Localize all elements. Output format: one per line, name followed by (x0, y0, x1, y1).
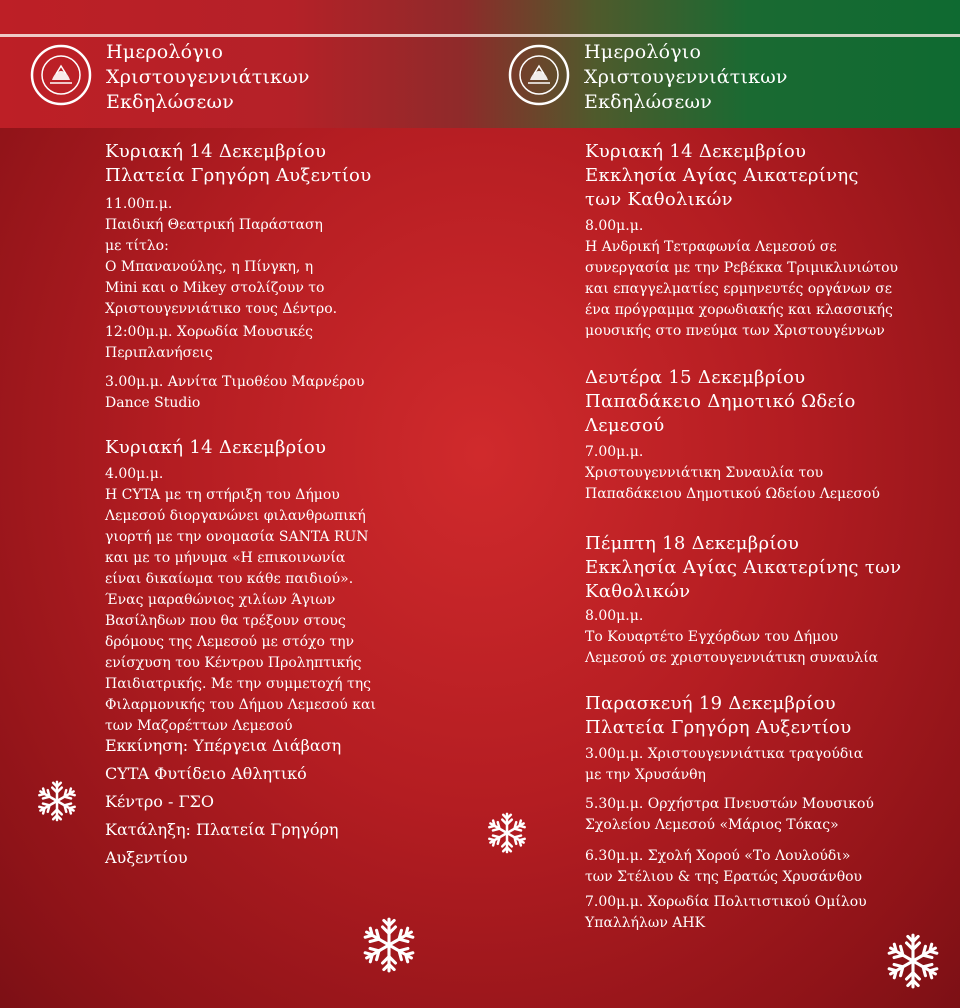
event-desc-line: και επαγγελματίες ερμηνευτές οργάνων σε (585, 281, 892, 297)
event-item (105, 372, 364, 414)
event-desc-line: Χριστουγεννιάτικο τους Δέντρο. (105, 301, 338, 317)
event-date: Κυριακή 14 Δεκεμβρίου (105, 437, 327, 458)
event-desc-line: δρόμους της Λεμεσού με στόχο την (105, 634, 355, 650)
header-title-line: Χριστουγεννιάτικων (106, 66, 310, 88)
event-date: Πέμπτη 18 Δεκεμβρίου (585, 533, 800, 554)
event-venue: Πλατεία Γρηγόρη Αυξεντίου (105, 165, 372, 186)
event-time: 8.00μ.μ. (585, 608, 644, 624)
event-item-line: Περιπλανήσεις (105, 345, 213, 361)
event-time: 8.00μ.μ. (585, 218, 644, 234)
event-desc-line: Ο Μπανανούλης, η Πίνγκη, η (105, 259, 314, 275)
event-desc-line: συνεργασία με την Ρεβέκκα Τριμικλινιώτου (585, 260, 899, 276)
event-item-line: Υπαλλήλων ΑΗΚ (585, 915, 706, 931)
header-title (584, 40, 884, 115)
event-date: Δευτέρα 15 Δεκεμβρίου (585, 367, 806, 388)
event-title (585, 140, 859, 212)
event-title (105, 436, 326, 460)
event-desc-line: και με το μήνυμα «Η επικοινωνία (105, 550, 346, 566)
event-title (585, 366, 856, 438)
event-item-line: με την Χρυσάνθη (585, 767, 706, 783)
municipal-logo-icon (30, 44, 92, 106)
event-desc-line: ενίσχυση του Κέντρου Προληπτικής (105, 655, 362, 671)
event-time: 11.00π.μ. (105, 196, 173, 212)
event-desc-line: Παπαδάκειου Δημοτικού Ωδείου Λεμεσού (585, 486, 880, 502)
event-body (585, 606, 878, 669)
event-desc-line: Το Κουαρτέτο Εγχόρδων του Δήμου (585, 629, 839, 645)
event-venue: Λεμεσού (585, 415, 665, 436)
event-title (585, 692, 851, 740)
event-desc-line: με τίτλο: (105, 238, 169, 254)
event-desc-line: Βασίληδων που θα τρέξουν στους (105, 613, 346, 629)
header-title-line: Εκδηλώσεων (584, 91, 712, 113)
event-item-line: 5.30μ.μ. Ορχήστρα Πνευστών Μουσικού (585, 796, 874, 812)
header-title (106, 40, 406, 115)
header-title-line: Ημερολόγιο (584, 41, 702, 63)
event-time: 4.00μ.μ. (105, 466, 164, 482)
event-item-line: 7.00μ.μ. Χορωδία Πολιτιστικού Ομίλου (585, 894, 867, 910)
event-desc-line: Παιδιατρικής. Με την συμμετοχή της (105, 676, 371, 692)
event-title (585, 532, 901, 604)
event-desc-line: Φιλαρμονικής του Δήμου Λεμεσού και (105, 697, 376, 713)
event-desc-line: μουσικής στο πνεύμα των Χριστουγέννων (585, 323, 885, 339)
header-title-line: Χριστουγεννιάτικων (584, 66, 788, 88)
event-date: Κυριακή 14 Δεκεμβρίου (105, 141, 327, 162)
municipal-logo-icon (508, 44, 570, 106)
header-title-line: Ημερολόγιο (106, 41, 224, 63)
event-desc-line: ένα πρόγραμμα χορωδιακής και κλασσικής (585, 302, 893, 318)
header-title-line: Εκδηλώσεων (106, 91, 234, 113)
event-item-line: 6.30μ.μ. Σχολή Χορού «Το Λουλούδι» (585, 848, 851, 864)
route-line: Κέντρο - ΓΣΟ (105, 792, 214, 811)
route-line: Αυξεντίου (105, 848, 188, 867)
event-desc-line: Παιδική Θεατρική Παράσταση (105, 217, 323, 233)
event-venue: Πλατεία Γρηγόρη Αυξεντίου (585, 717, 852, 738)
event-desc-line: Χριστουγεννιάτικη Συναυλία του (585, 465, 824, 481)
snowflake-icon (484, 810, 530, 856)
snowflake-icon (34, 778, 80, 824)
event-desc-line: Λεμεσού διοργανώνει φιλανθρωπική (105, 508, 366, 524)
event-item-line: Σχολείου Λεμεσού «Μάριος Τόκας» (585, 817, 839, 833)
event-time: 7.00μ.μ. (585, 444, 644, 460)
event-item (585, 892, 867, 934)
event-item-line: των Στέλιου & της Ερατώς Χρυσάνθου (585, 869, 863, 885)
event-date: Παρασκευή 19 Δεκεμβρίου (585, 693, 836, 714)
event-desc-line: Λεμεσού σε χριστουγεννιάτικη συναυλία (585, 650, 879, 666)
event-item-line: 3.00μ.μ. Χριστουγεννιάτικα τραγούδια (585, 746, 864, 762)
event-body (585, 442, 880, 505)
event-item (585, 846, 862, 888)
event-desc-line: Ένας μαραθώνιος χιλίων Άγιων (105, 592, 336, 608)
event-body (585, 216, 898, 342)
event-venue: των Καθολικών (585, 189, 733, 210)
snowflake-icon (358, 914, 420, 976)
event-body (105, 194, 337, 320)
event-desc-line: των Μαζορέττων Λεμεσού (105, 718, 293, 734)
header-rule (0, 34, 960, 37)
event-venue: Καθολικών (585, 581, 691, 602)
event-date: Κυριακή 14 Δεκεμβρίου (585, 141, 807, 162)
event-desc-line: Mini και ο Mikey στολίζουν το (105, 280, 325, 296)
event-desc-line: είναι δικαίωμα του κάθε παιδιού». (105, 571, 354, 587)
event-venue: Εκκλησία Αγίας Αικατερίνης (585, 165, 859, 186)
snowflake-icon (882, 930, 944, 992)
event-title (105, 140, 371, 188)
event-route (105, 732, 341, 872)
event-item (105, 322, 313, 364)
event-item-line: Dance Studio (105, 395, 201, 411)
route-line: CYTA Φυτίδειο Αθλητικό (105, 764, 307, 783)
event-desc-line: γιορτή με την ονομασία SANTA RUN (105, 529, 369, 545)
event-item (585, 794, 874, 836)
event-item-line: 12:00μ.μ. Χορωδία Μουσικές (105, 324, 313, 340)
route-line: Εκκίνηση: Υπέργεια Διάβαση (105, 736, 342, 755)
event-desc-line: Η CYTA με τη στήριξη του Δήμου (105, 487, 340, 503)
event-body (105, 464, 376, 737)
event-item (585, 744, 863, 786)
route-line: Κατάληξη: Πλατεία Γρηγόρη (105, 820, 339, 839)
event-desc-line: Η Ανδρική Τετραφωνία Λεμεσού σε (585, 239, 837, 255)
event-item-line: 3.00μ.μ. Αννίτα Τιμοθέου Μαρνέρου (105, 374, 365, 390)
event-venue: Παπαδάκειο Δημοτικό Ωδείο (585, 391, 856, 412)
event-venue: Εκκλησία Αγίας Αικατερίνης των (585, 557, 902, 578)
